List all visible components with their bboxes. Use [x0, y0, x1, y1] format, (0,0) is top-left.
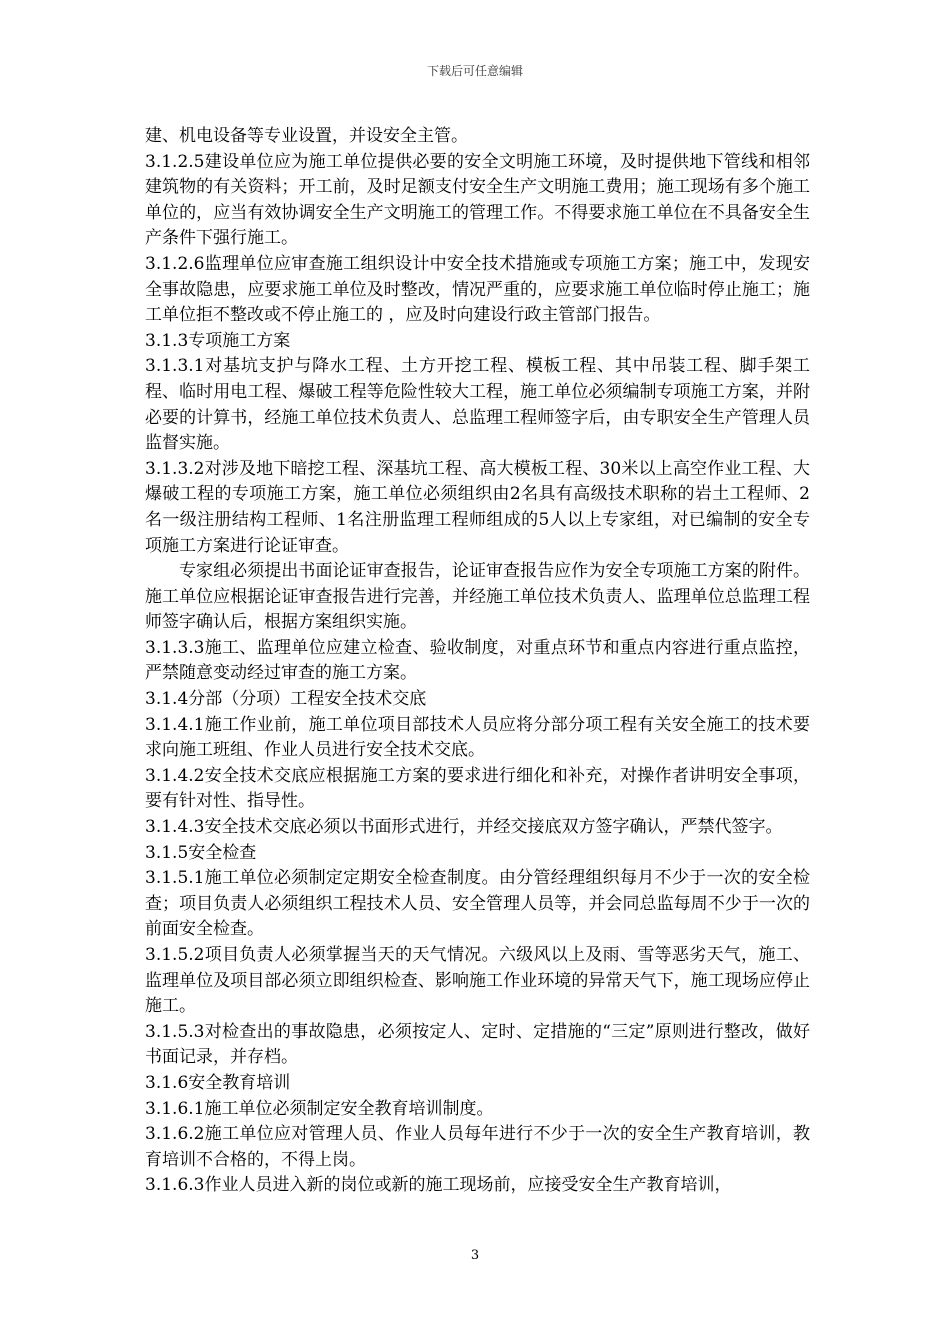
paragraph: 3.1.4.1施工作业前，施工单位项目部技术人员应将分部分项工程有关安全施工的技术要求向施工班组、作业人员进行安全技术交底。 — [145, 714, 810, 761]
paragraph: 3.1.4.3安全技术交底必须以书面形式进行，并经交接底双方签字确认，严禁代签字。 — [145, 817, 783, 838]
paragraph: 3.1.6.2施工单位应对管理人员、作业人员每年进行不少于一次的安全生产教育培训，教育培训不合格的，不得上岗。 — [145, 1124, 810, 1170]
paragraph: 3.1.4分部（分项）工程安全技术交底 — [145, 689, 427, 710]
paragraph: 3.1.6.1施工单位必须制定安全教育培训制度。 — [145, 1098, 494, 1119]
paragraph: 3.1.5.1施工单位必须制定定期安全检查制度。由分管经理组织每月不少于一次的安全检查；项目负责人必须组织工程技术人员、安全管理人员等，并会同总监每周不少于一次的前面安全检查。 — [145, 868, 810, 940]
document-body — [145, 124, 810, 1199]
paragraph: 专家组必须提出书面论证审查报告，论证审查报告应作为安全专项施工方案的附件。施工单位应根据论证审查报告进行完善，并经施工单位技术负责人、监理单位总监理工程师签字确认后，根据方案组织实施。 — [145, 561, 810, 633]
paragraph: 3.1.3.2对涉及地下暗挖工程、深基坑工程、高大模板工程、30米以上高空作业工程、大爆破工程的专项施工方案，施工单位必须组织由2名具有高级技术职称的岩土工程师、2名一级注册结构工程师、1名注册监理工程师组成的5人以上专家组，对已编制的安全专项施工方案进行论证审查。 — [145, 458, 810, 556]
paragraph: 3.1.3.3施工、监理单位应建立检查、验收制度，对重点环节和重点内容进行重点监控，严禁随意变动经过审查的施工方案。 — [145, 637, 810, 684]
paragraph: 3.1.6安全教育培训 — [145, 1072, 291, 1093]
paragraph: 3.1.3.1对基坑支护与降水工程、土方开挖工程、模板工程、其中吊装工程、脚手架工程、临时用电工程、爆破工程等危险性较大工程，施工单位必须编制专项施工方案，并附必要的计算书，经施工单位技术负责人、总监理工程师签字后，由专职安全生产管理人员监督实施。 — [145, 356, 810, 454]
paragraph: 3.1.2.5建设单位应为施工单位提供必要的安全文明施工环境，及时提供地下管线和相邻建筑物的有关资料；开工前，及时足额支付安全生产文明施工费用；施工现场有多个施工单位的，应当有效协调安全生产文明施工的管理工作。不得要求施工单位在不具备安全生产条件下强行施工。 — [145, 151, 810, 249]
page-number: 3 — [470, 1248, 480, 1263]
paragraph: 3.1.5安全检查 — [145, 842, 257, 863]
paragraph: 3.1.4.2安全技术交底应根据施工方案的要求进行细化和补充，对操作者讲明安全事项，要有针对性、指导性。 — [145, 765, 810, 812]
paragraph: 3.1.6.3作业人员进入新的岗位或新的施工现场前，应接受安全生产教育培训， — [145, 1175, 732, 1196]
paragraph: 3.1.2.6监理单位应审查施工组织设计中安全技术措施或专项施工方案；施工中，发现安全事故隐患，应要求施工单位及时整改，情况严重的，应要求施工单位临时停止施工；施工单位拒不整改或不停止施工的 ，应及时向建设行政主管部门报告。 — [145, 253, 810, 326]
paragraph: 3.1.5.3对检查出的事故隐患，必须按定人、定时、定措施的“三定”原则进行整改，做好书面记录，并存档。 — [145, 1021, 810, 1068]
paragraph: 建、机电设备等专业设置，并设安全主管。 — [145, 126, 468, 146]
paragraph: 3.1.3专项施工方案 — [145, 330, 291, 351]
paragraph: 3.1.5.2项目负责人必须掌握当天的天气情况。六级风以上及雨、雪等恶劣天气，施工、监理单位及项目部必须立即组织检查、影响施工作业环境的异常天气下，施工现场应停止施工。 — [145, 945, 810, 1017]
page-header: 下载后可任意编辑 — [426, 64, 523, 78]
